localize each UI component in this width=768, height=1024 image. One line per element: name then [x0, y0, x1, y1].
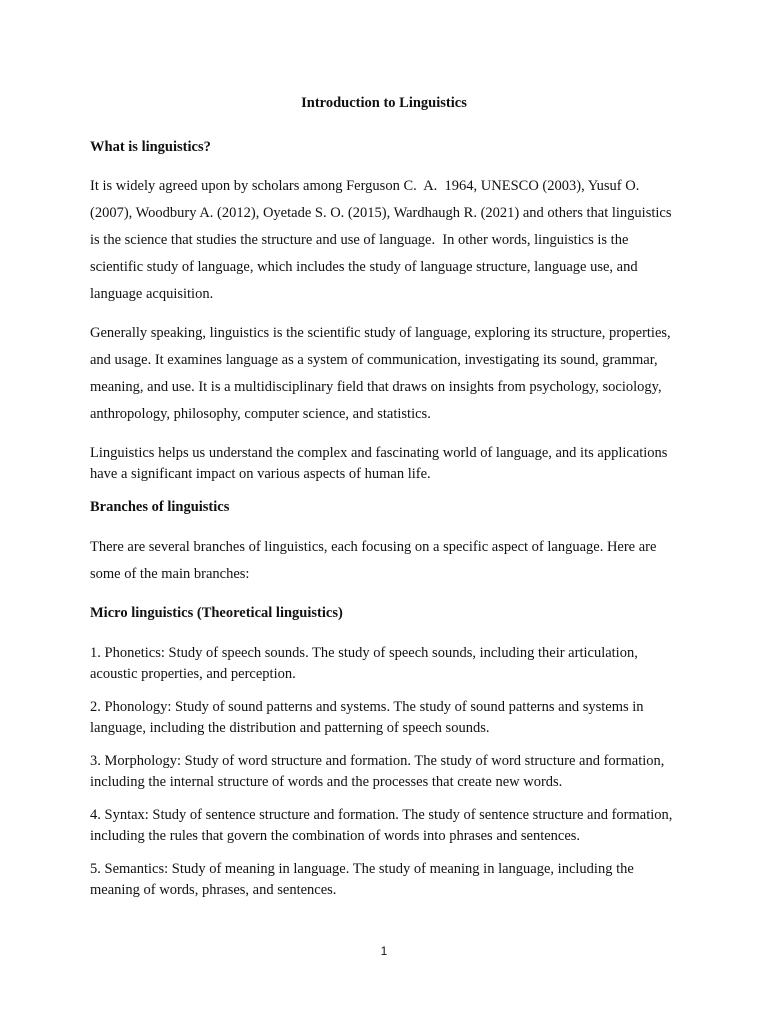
document-title: Introduction to Linguistics: [301, 95, 467, 111]
paragraph-applications: Linguistics helps us understand the complex and fascinating world of language, and its applications have a significant impact on various aspects of human life.: [90, 445, 668, 482]
page-number: 1: [380, 944, 388, 958]
section-heading-micro-linguistics: Micro linguistics (Theoretical linguistics): [90, 605, 343, 621]
list-item-phonetics: 1. Phonetics: Study of speech sounds. The study of speech sounds, including their articulation, acoustic properties, and perception.: [90, 645, 638, 682]
section-heading-what-is-linguistics: What is linguistics?: [90, 139, 211, 155]
section-heading-branches: Branches of linguistics: [90, 499, 230, 515]
list-item-phonology: 2. Phonology: Study of sound patterns and systems. The study of sound patterns and systems in language, including the distribution and patterning of speech sounds.: [90, 699, 644, 736]
list-item-morphology: 3. Morphology: Study of word structure and formation. The study of word structure and formation, including the internal structure of words and the processes that create new words.: [90, 753, 665, 790]
paragraph-general: Generally speaking, linguistics is the scientific study of language, exploring its structure, properties, and usage. It examines language as a system of communication, investigating its sound, grammar, meaning, and use. It is a multidisciplinary field that draws on insights from psychology, sociology, anthropology, philosophy, computer science, and statistics.: [90, 325, 671, 422]
paragraph-definition: It is widely agreed upon by scholars among Ferguson C. A. 1964, UNESCO (2003), Yusuf O. (2007), Woodbury A. (2012), Oyetade S. O. (2015), Wardhaugh R. (2021) and others that linguistics is the science that studies the structure and use of language. In other words, linguistics is the scientific study of language, which includes the study of language structure, language use, and language acquisition.: [90, 178, 672, 302]
list-item-semantics: 5. Semantics: Study of meaning in language. The study of meaning in language, including the meaning of words, phrases, and sentences.: [90, 861, 634, 898]
paragraph-branches-intro: There are several branches of linguistics, each focusing on a specific aspect of language. Here are some of the main branches:: [90, 539, 657, 582]
list-item-syntax: 4. Syntax: Study of sentence structure and formation. The study of sentence structure and formation, including the rules that govern the combination of words into phrases and sentences.: [90, 807, 673, 844]
